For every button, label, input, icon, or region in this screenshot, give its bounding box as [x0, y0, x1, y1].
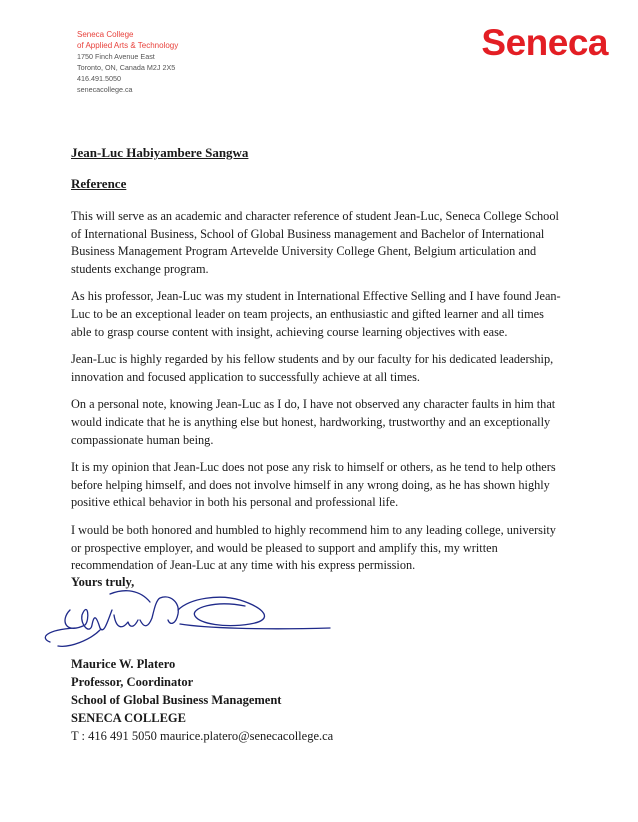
- letterhead-address: [77, 29, 178, 95]
- signature-block: [71, 655, 333, 745]
- paragraph: Jean-Luc is highly regarded by his fellow students and by our faculty for his dedicated leadership, innovation and focused application to successfully achieve at all times.: [71, 352, 554, 384]
- signatory-institution: SENECA COLLEGE: [71, 711, 186, 725]
- institution-subtitle: of Applied Arts & Technology: [77, 41, 179, 50]
- paragraph: As his professor, Jean-Luc was my student in International Effective Selling and I have found Jean-Luc to be an exceptional leader on team projects, an enthusiastic and gifted learner and all times able to grasp course content with insight, achieving course learning objectives with ease.: [71, 289, 561, 339]
- closing: Yours truly,: [71, 575, 135, 589]
- paragraph: On a personal note, knowing Jean-Luc as I do, I have not observed any character faults in him that would indicate that he is anything else but honest, hardworking, trustworthy and an exceptionally compassionate human being.: [71, 397, 556, 447]
- institution-name: Seneca College: [77, 30, 134, 39]
- paragraph: This will serve as an academic and character reference of student Jean-Luc, Seneca College School of International Business, School of Global Business management and Bachelor of International Business Management Program Artevelde University College Ghent, Belgium articulation and students exchange program.: [71, 209, 559, 276]
- signatory-contact: T : 416 491 5050 maurice.platero@senecacollege.ca: [71, 729, 334, 743]
- phone-number: 416.491.5050: [77, 74, 121, 83]
- paragraph: It is my opinion that Jean-Luc does not pose any risk to himself or others, as he tend to help others before helping himself, and does not involve himself in any wrong doing, as he has shown highly positive ethical behavior in both his personal and professional life.: [71, 460, 556, 510]
- street-address: 1750 Finch Avenue East: [77, 52, 155, 61]
- paragraph: I would be both honored and humbled to highly recommend him to any leading college, university or prospective employer, and would be pleased to support and amplify this, my written recommendation of Jean-Luc at any time with his express permission.: [71, 522, 556, 573]
- signatory-department: School of Global Business Management: [71, 693, 282, 707]
- letter-body: [71, 208, 566, 585]
- letter-heading: Reference: [71, 176, 127, 191]
- recipient-name: Jean-Luc Habiyambere Sangwa: [71, 145, 249, 160]
- city-address: Toronto, ON, Canada M2J 2X5: [77, 63, 176, 72]
- seneca-logo: Seneca: [481, 22, 608, 63]
- signatory-name: Maurice W. Platero: [71, 657, 176, 671]
- website: senecacollege.ca: [77, 85, 133, 94]
- signatory-title: Professor, Coordinator: [71, 675, 194, 689]
